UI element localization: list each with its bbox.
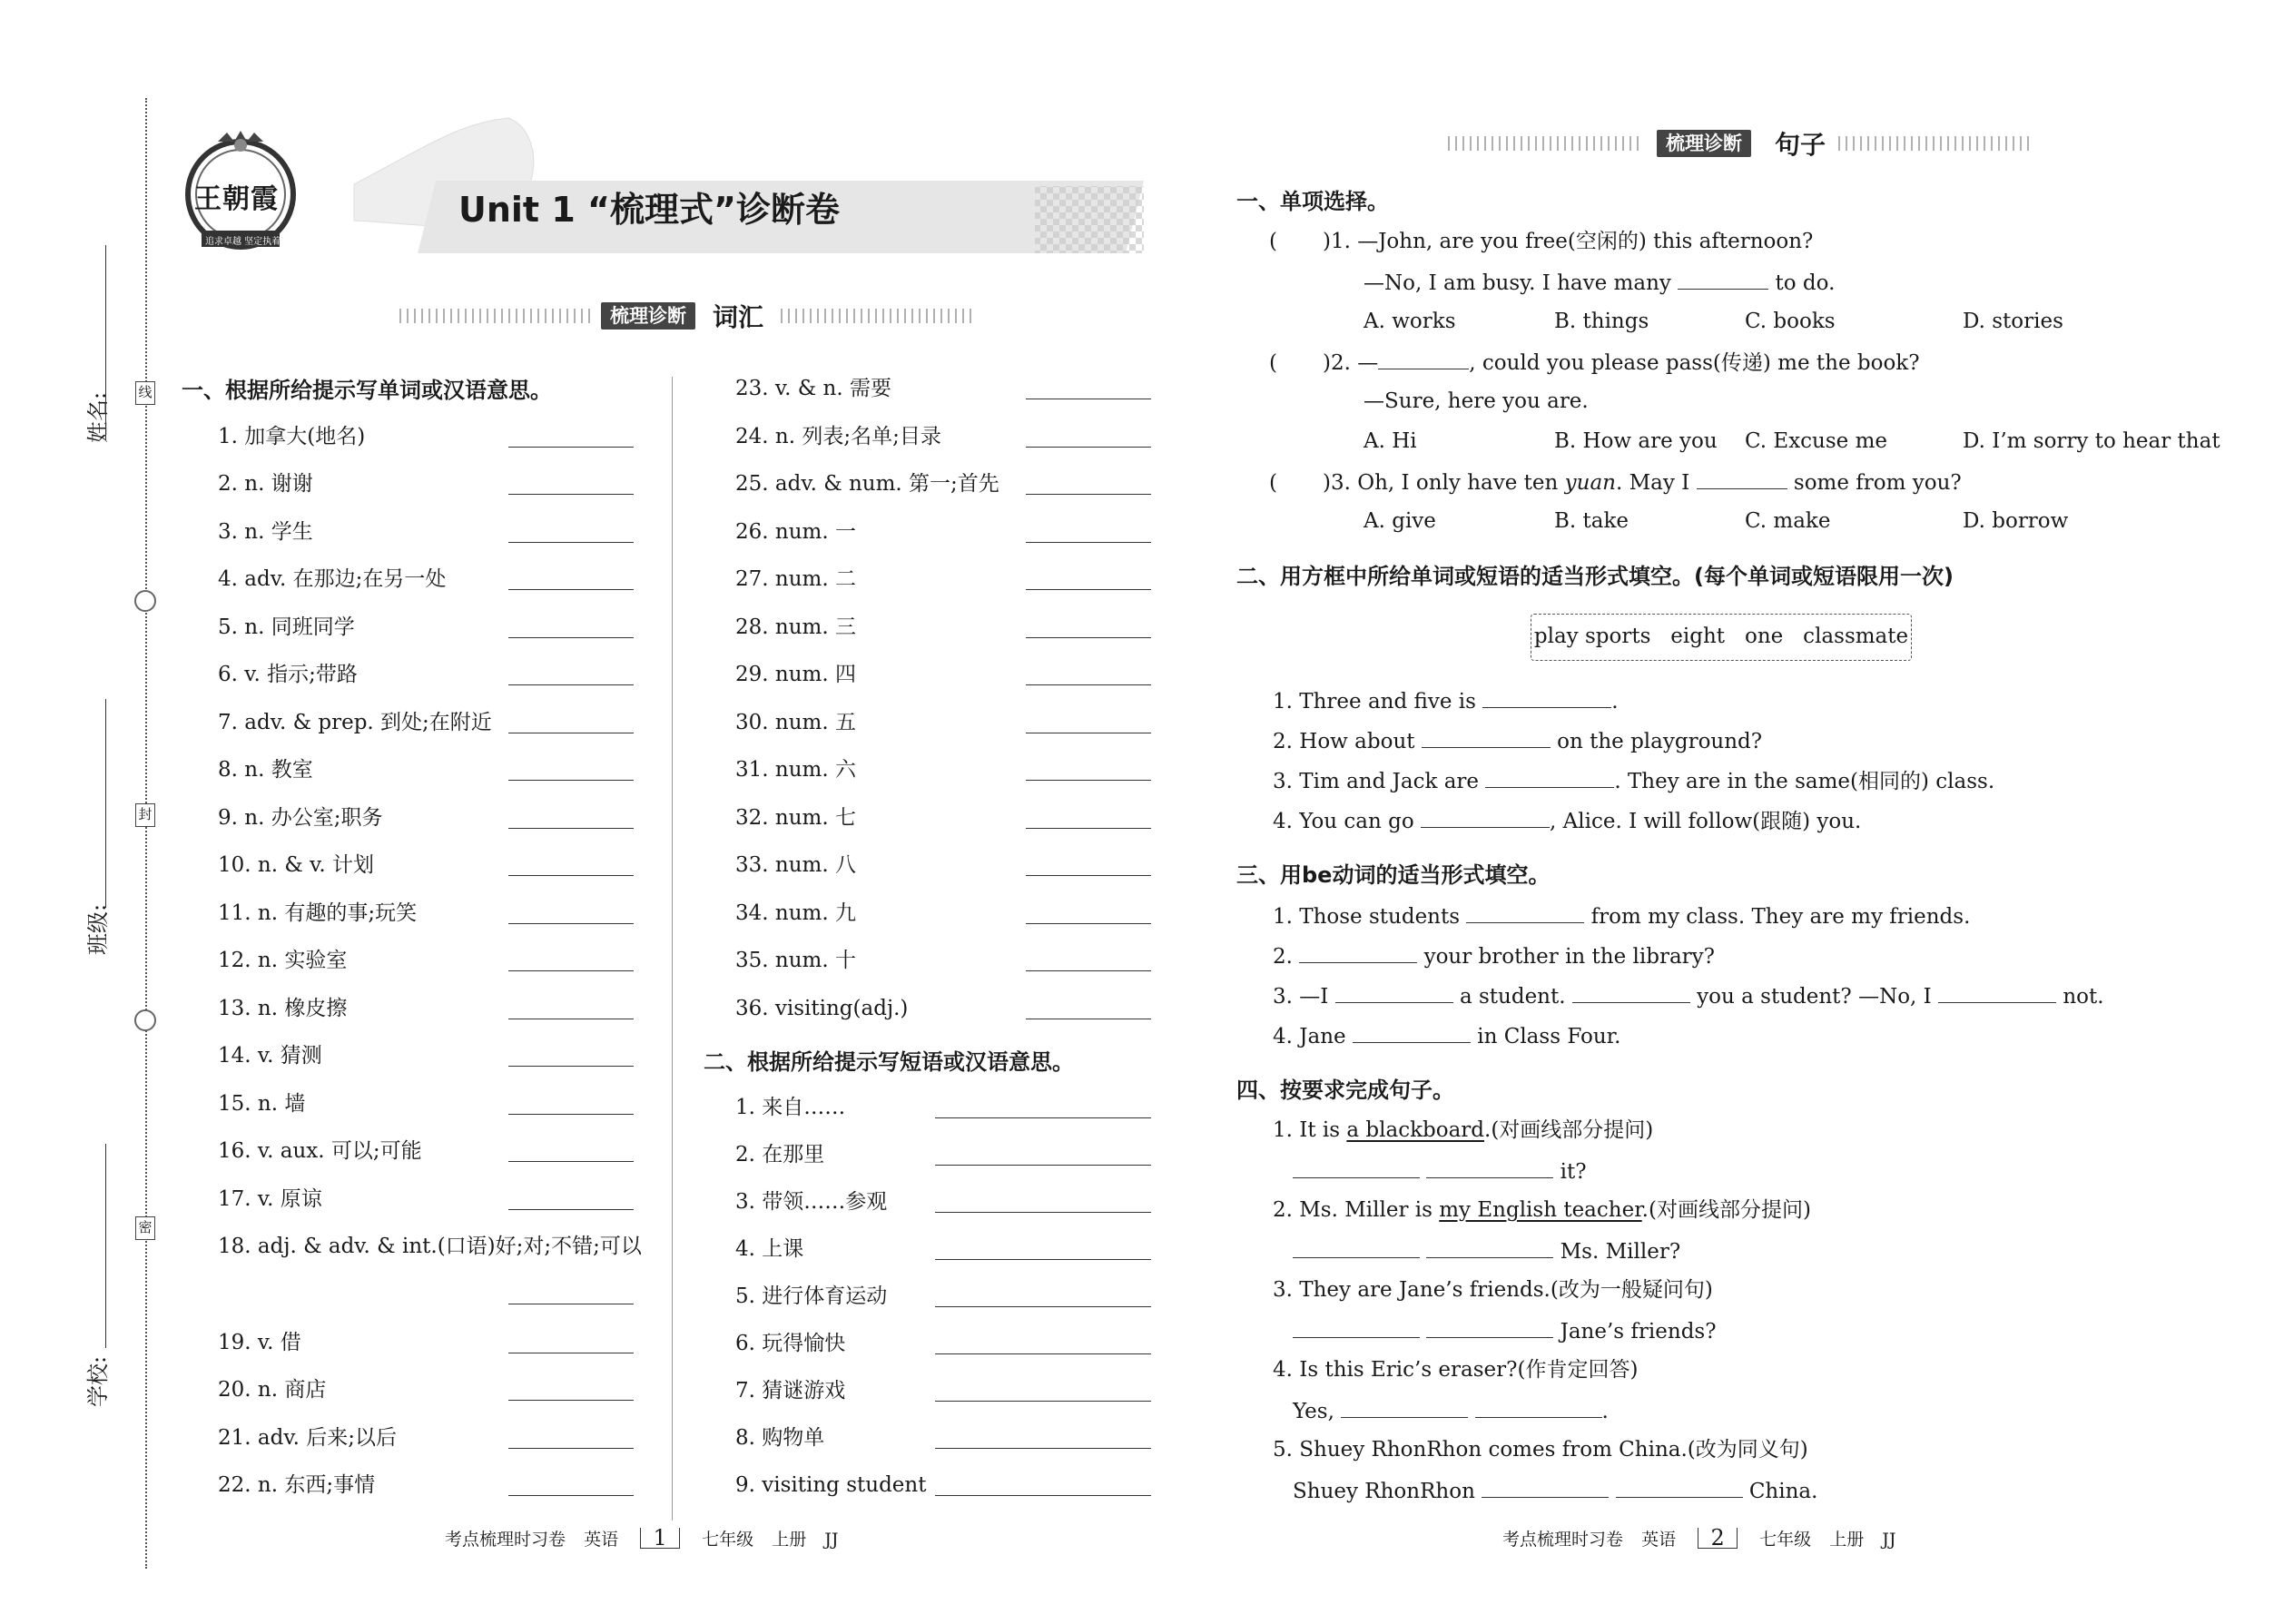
answer-line[interactable] (1026, 923, 1151, 924)
vocab-item: 35. num. 十 (735, 949, 856, 972)
answer-line[interactable] (508, 494, 634, 495)
answer-blank[interactable] (1335, 981, 1453, 1003)
vocab-item: 31. num. 六 (735, 758, 856, 782)
footer-subject: 英语 (584, 1530, 619, 1550)
column-divider (672, 377, 673, 1521)
answer-line[interactable] (935, 1306, 1151, 1307)
answer-line[interactable] (1026, 542, 1151, 543)
answer-line[interactable] (508, 780, 634, 781)
phrase-item: 9. visiting student (735, 1473, 927, 1497)
answer-blank[interactable] (1421, 806, 1550, 828)
answer-line[interactable] (508, 1495, 634, 1496)
s2-title: 二、用方框中所给单词或短语的适当形式填空。(每个单词或短语限用一次) (1236, 564, 1954, 589)
vocab-item: 5. n. 同班同学 (218, 615, 355, 639)
footer-edition: JJ (1882, 1530, 1896, 1550)
vocab-item: 11. n. 有趣的事;玩笑 (218, 901, 418, 925)
phrase-item: 7. 猜谜游戏 (735, 1379, 846, 1403)
part1-title: 一、根据所给提示写单词或汉语意思。 (182, 378, 552, 403)
phrase-item: 3. 带领……参观 (735, 1190, 888, 1214)
answer-line[interactable] (935, 1401, 1151, 1402)
rewrite-answer: Yes, . (1293, 1396, 1609, 1425)
answer-blank[interactable] (1293, 1156, 1420, 1178)
phrase-item: 4. 上课 (735, 1237, 804, 1261)
answer-blank[interactable] (1466, 901, 1584, 923)
answer-line[interactable] (508, 1448, 634, 1449)
answer-blank[interactable] (1485, 766, 1614, 788)
fill-item: 4. You can go , Alice. I will follow(跟随) you. (1273, 806, 1861, 835)
answer-blank[interactable] (1293, 1236, 1420, 1258)
option-c[interactable]: C. books (1745, 310, 1836, 333)
footer-right (1502, 1527, 1896, 1552)
divider-dots (781, 309, 971, 323)
footer-grade: 七年级 (1759, 1530, 1812, 1550)
answer-line[interactable] (508, 1161, 634, 1162)
school-label: 学校: (85, 1355, 111, 1407)
answer-line[interactable] (935, 1448, 1151, 1449)
vocab-item: 30. num. 五 (735, 711, 856, 734)
answer-blank[interactable] (1426, 1236, 1553, 1258)
vocab-item: 8. n. 教室 (218, 758, 313, 782)
answer-line[interactable] (508, 637, 634, 638)
vocab-item: 28. num. 三 (735, 615, 856, 639)
option-a[interactable]: A. give (1364, 509, 1436, 533)
question-3: ( )3. Oh, I only have ten yuan. May I some from you? (1269, 468, 1962, 497)
vocab-item: 15. n. 墙 (218, 1092, 306, 1116)
class-label: 班级: (85, 903, 111, 955)
answer-blank[interactable] (1426, 1156, 1553, 1178)
name-label: 姓名: (85, 391, 111, 443)
vocab-item: 19. v. 借 (218, 1331, 301, 1354)
answer-blank[interactable] (1353, 1021, 1471, 1043)
answer-line[interactable] (935, 1117, 1151, 1118)
option-d[interactable]: D. stories (1963, 310, 2063, 333)
answer-blank[interactable] (1299, 941, 1417, 963)
divider-dots (1838, 136, 2029, 151)
phrase-item: 8. 购物单 (735, 1426, 825, 1450)
vocab-heading: 词汇 (713, 302, 764, 332)
answer-line[interactable] (935, 1165, 1151, 1166)
vocab-item: 6. v. 指示;带路 (218, 663, 358, 686)
flower-icon (134, 590, 156, 612)
answer-line[interactable] (508, 923, 634, 924)
rewrite-answer: Shuey RhonRhon China. (1293, 1476, 1817, 1505)
answer-blank[interactable] (1482, 1476, 1609, 1498)
footer-grade: 七年级 (702, 1530, 754, 1550)
answer-line[interactable] (508, 542, 634, 543)
option-a[interactable]: A. Hi (1364, 429, 1417, 453)
answer-line[interactable] (1026, 828, 1151, 829)
answer-blank[interactable] (1422, 726, 1551, 748)
answer-line[interactable] (508, 875, 634, 876)
section-tag: 梳理诊断 (601, 302, 695, 330)
fill-item: 1. Those students from my class. They are my friends. (1273, 901, 1970, 930)
vocab-item: 24. n. 列表;名单;目录 (735, 425, 941, 448)
answer-line[interactable] (508, 1114, 634, 1115)
s3-title: 三、用be动词的适当形式填空。 (1236, 862, 1551, 888)
rewrite-item: 3. They are Jane’s friends.(改为一般疑问句) (1273, 1278, 1713, 1302)
logo-text: 王朝霞 (194, 183, 279, 215)
vocab-item: 22. n. 东西;事情 (218, 1473, 376, 1497)
answer-blank[interactable] (1678, 268, 1768, 290)
answer-line[interactable] (508, 1066, 634, 1067)
answer-blank[interactable] (1482, 686, 1611, 708)
footer-subject: 英语 (1641, 1530, 1677, 1550)
answer-line[interactable] (508, 589, 634, 590)
question-1: ( )1. —John, are you free(空闲的) this afternoon? (1269, 230, 1814, 253)
answer-line[interactable] (1026, 780, 1151, 781)
question-2: ( )2. — , could you please pass(传递) me the book? (1269, 348, 1920, 377)
answer-blank[interactable] (1293, 1316, 1420, 1338)
divider-dots (1448, 136, 1639, 151)
rewrite-item: 1. It is a blackboard.(对画线部分提问) (1273, 1118, 1654, 1142)
vocab-item: 36. visiting(adj.) (735, 997, 909, 1020)
rewrite-item: 5. Shuey RhonRhon comes from China.(改为同义句) (1273, 1438, 1808, 1462)
footer-left (445, 1527, 839, 1552)
section-tag: 梳理诊断 (1657, 130, 1751, 157)
answer-line[interactable] (508, 447, 634, 448)
mark-seal: 封 (135, 803, 155, 827)
vocab-item: 1. 加拿大(地名) (218, 425, 366, 448)
phrase-item: 5. 进行体育运动 (735, 1284, 888, 1308)
answer-line[interactable] (1026, 875, 1151, 876)
answer-line[interactable] (1026, 447, 1151, 448)
answer-blank[interactable] (1616, 1476, 1743, 1498)
vocab-item: 21. adv. 后来;以后 (218, 1426, 397, 1450)
answer-line[interactable] (1026, 589, 1151, 590)
vocab-item: 29. num. 四 (735, 663, 856, 686)
vocab-item: 2. n. 谢谢 (218, 472, 313, 496)
answer-line[interactable] (508, 1209, 634, 1210)
page-title: Unit 1 “梳理式”诊断卷 (458, 190, 840, 230)
vocab-item: 26. num. 一 (735, 520, 856, 544)
fill-item: 4. Jane in Class Four. (1273, 1021, 1620, 1050)
vocab-item: 16. v. aux. 可以;可能 (218, 1139, 422, 1163)
vocab-item: 10. n. & v. 计划 (218, 853, 374, 877)
footer-volume: 上册 (772, 1530, 807, 1550)
option-a[interactable]: A. works (1364, 310, 1456, 333)
answer-line[interactable] (1026, 970, 1151, 971)
class-write-line (105, 699, 106, 908)
vocab-item: 12. n. 实验室 (218, 949, 348, 972)
option-b[interactable]: B. take (1554, 509, 1629, 533)
answer-line[interactable] (935, 1212, 1151, 1213)
phrase-item: 6. 玩得愉快 (735, 1332, 846, 1355)
answer-line[interactable] (508, 970, 634, 971)
answer-blank[interactable] (1697, 468, 1787, 489)
vocab-item: 34. num. 九 (735, 901, 856, 925)
vocab-item: 14. v. 猜测 (218, 1044, 322, 1068)
phrase-item: 2. 在那里 (735, 1143, 825, 1166)
vocab-item: 13. n. 橡皮擦 (218, 997, 348, 1020)
vocab-item: 33. num. 八 (735, 853, 856, 877)
sentences-heading: 句子 (1775, 130, 1826, 160)
s4-title: 四、按要求完成句子。 (1236, 1078, 1454, 1103)
answer-line[interactable] (508, 1400, 634, 1401)
option-c[interactable]: C. Excuse me (1745, 429, 1888, 453)
name-write-line (105, 245, 106, 440)
answer-blank[interactable] (1475, 1396, 1602, 1418)
answer-blank[interactable] (1426, 1316, 1553, 1338)
vocab-item: 27. num. 二 (735, 567, 856, 591)
vocab-item: 25. adv. & num. 第一;首先 (735, 472, 999, 496)
flower-icon (134, 1009, 156, 1031)
footer-book: 考点梳理时习卷 (1502, 1530, 1624, 1550)
page-number: 2 (1698, 1528, 1738, 1549)
fill-item: 3. —I a student. you a student? —No, I not. (1273, 981, 2104, 1010)
school-write-line (105, 1144, 106, 1348)
option-c[interactable]: C. make (1745, 509, 1831, 533)
answer-line[interactable] (508, 684, 634, 685)
answer-line[interactable] (1026, 684, 1151, 685)
vocab-item: 20. n. 商店 (218, 1378, 327, 1402)
divider-dots (399, 309, 590, 323)
footer-book: 考点梳理时习卷 (445, 1530, 566, 1550)
mark-line: 线 (135, 381, 155, 405)
answer-line[interactable] (935, 1353, 1151, 1354)
rewrite-item: 2. Ms. Miller is my English teacher.(对画线部分提问) (1273, 1198, 1811, 1222)
vocab-item: 23. v. & n. 需要 (735, 377, 891, 400)
option-b[interactable]: B. things (1554, 310, 1649, 333)
answer-blank[interactable] (1378, 348, 1469, 369)
phrase-item: 1. 来自…… (735, 1096, 846, 1119)
answer-blank[interactable] (1572, 981, 1690, 1003)
rewrite-answer: Jane’s friends? (1293, 1316, 1717, 1345)
footer-edition: JJ (824, 1530, 839, 1550)
question-2-reply: —Sure, here you are. (1364, 389, 1589, 413)
option-b[interactable]: B. How are you (1554, 429, 1718, 453)
part2-title: 二、根据所给提示写短语或汉语意思。 (704, 1049, 1074, 1075)
fill-item: 1. Three and five is . (1273, 686, 1619, 715)
answer-blank[interactable] (1341, 1396, 1468, 1418)
rewrite-answer: it? (1293, 1156, 1587, 1186)
vocab-item: 9. n. 办公室;职务 (218, 806, 383, 830)
answer-line[interactable] (935, 1495, 1151, 1496)
vocab-item: 7. adv. & prep. 到处;在附近 (218, 711, 492, 734)
word-box: play sports eight one classmate (1531, 614, 1912, 661)
fill-item: 3. Tim and Jack are . They are in the same(相同的) class. (1273, 766, 1994, 795)
option-d[interactable]: D. I’m sorry to hear that (1963, 429, 2220, 453)
fill-item: 2. How about on the playground? (1273, 726, 1762, 755)
s1-title: 一、单项选择。 (1236, 189, 1389, 214)
fill-item: 2. your brother in the library? (1273, 941, 1715, 970)
vocab-item: 3. n. 学生 (218, 520, 313, 544)
page-number: 1 (640, 1528, 680, 1549)
logo-slogan: 追求卓越 坚定执着 (205, 237, 281, 247)
vocab-item: 32. num. 七 (735, 806, 856, 830)
footer-volume: 上册 (1829, 1530, 1865, 1550)
option-d[interactable]: D. borrow (1963, 509, 2069, 533)
vocab-item: 4. adv. 在那边;在另一处 (218, 567, 447, 591)
answer-line[interactable] (1026, 494, 1151, 495)
question-1-reply: —No, I am busy. I have many to do. (1364, 268, 1835, 297)
vocab-item: 18. adj. & adv. & int.(口语)好;对;不错;可以 (218, 1235, 642, 1258)
rewrite-item: 4. Is this Eric’s eraser?(作肯定回答) (1273, 1358, 1639, 1382)
answer-line[interactable] (508, 828, 634, 829)
answer-blank[interactable] (1938, 981, 2056, 1003)
binding-dotted-line (145, 98, 147, 1569)
answer-line[interactable] (935, 1259, 1151, 1260)
mark-secret: 密 (135, 1216, 155, 1240)
answer-line[interactable] (1026, 637, 1151, 638)
vocab-item: 17. v. 原谅 (218, 1187, 322, 1211)
rewrite-answer: Ms. Miller? (1293, 1236, 1680, 1265)
